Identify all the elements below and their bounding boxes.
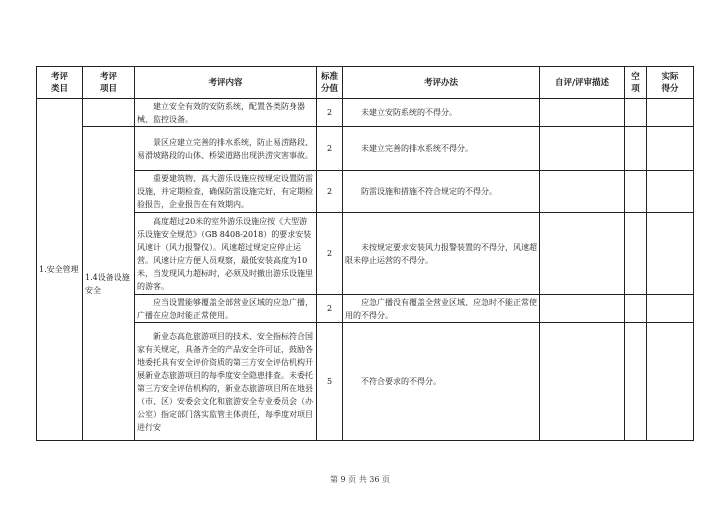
table-row: [37, 127, 694, 171]
header-score: 标准 分值: [317, 67, 343, 99]
empty-cell[interactable]: [625, 213, 647, 295]
score-cell: 2: [317, 99, 343, 127]
empty-cell[interactable]: [625, 127, 647, 171]
actual-score-cell[interactable]: [647, 323, 694, 441]
method-cell: 防雷设施和措施不符合规定的不得分。: [343, 171, 540, 213]
self-eval-cell[interactable]: [540, 99, 625, 127]
content-cell: 应当设置能够覆盖全部营业区域的应急广播，广播在应急时能正常使用。: [135, 295, 317, 323]
header-empty: 空 项: [625, 67, 647, 99]
content-cell: 高度超过20米的室外游乐设施应按《大型游乐设施安全规范》（GB 8408-2018）的要求安装风速计（风力报警仪）。风速超过规定应停止运营。风速计应方便人员观察，最低安装高度为10米，当发现风力超标时，必须及时撤出游乐设施里的游客。: [135, 213, 317, 295]
self-eval-cell[interactable]: [540, 323, 625, 441]
header-item: 考评 项目: [83, 67, 135, 99]
table-row: [37, 171, 694, 213]
self-eval-cell[interactable]: [540, 295, 625, 323]
empty-cell[interactable]: [625, 99, 647, 127]
method-cell: 不符合要求的不得分。: [343, 323, 540, 441]
evaluation-table: [36, 66, 694, 441]
empty-cell[interactable]: [625, 295, 647, 323]
item-cell: 1.4设备设施安全: [83, 127, 135, 441]
empty-cell[interactable]: [625, 323, 647, 441]
table-row: [37, 213, 694, 295]
actual-score-cell[interactable]: [647, 171, 694, 213]
method-cell: 未按规定要求安装风力报警装置的不得分，风速超限未停止运营的不得分。: [343, 213, 540, 295]
content-cell: 景区应建立完善的排水系统，防止易涝路段、易滑坡路段的山体、桥梁道路出现洪涝灾害事故。: [135, 127, 317, 171]
actual-score-cell[interactable]: [647, 213, 694, 295]
empty-cell[interactable]: [625, 171, 647, 213]
table-row: [37, 99, 694, 127]
table-row: [37, 295, 694, 323]
score-cell: 2: [317, 127, 343, 171]
score-cell: 2: [317, 171, 343, 213]
content-cell: 新业态高危旅游项目的技术、安全指标符合国家有关规定，具备齐全的产品安全许可证，鼓励各地委托具有安全评价资质的第三方安全评估机构开展新业态旅游项目的每季度安全隐患排查。未委托第三方安全评估机构的，新业态旅游项目所在地县（市、区）安委会文化和旅游安全专业委员会（办公室）指定部门落实监管主体责任，每季度对项目进行安: [135, 323, 317, 441]
method-cell: 未建立完善的排水系统不得分。: [343, 127, 540, 171]
score-cell: 2: [317, 213, 343, 295]
header-content: 考评内容: [135, 67, 317, 99]
content-cell: 建立安全有效的安防系统，配置各类防身器械、监控设备。: [135, 99, 317, 127]
actual-score-cell[interactable]: [647, 127, 694, 171]
method-cell: 应急广播没有覆盖全营业区域、应急时不能正常使用的不得分。: [343, 295, 540, 323]
header-self-eval: 自评/评审描述: [540, 67, 625, 99]
score-cell: 2: [317, 295, 343, 323]
self-eval-cell[interactable]: [540, 127, 625, 171]
page-footer: 第 9 页 共 36 页: [330, 475, 390, 484]
self-eval-cell[interactable]: [540, 213, 625, 295]
header-method: 考评办法: [343, 67, 540, 99]
content-cell: 重要建筑物、高大游乐设施应按规定设置防雷设施，并定期检查，确保防雷设施完好，有定期检验报告，企业报告在有效期内。: [135, 171, 317, 213]
table-header-row: [37, 67, 694, 99]
self-eval-cell[interactable]: [540, 171, 625, 213]
method-cell: 未建立安防系统的不得分。: [343, 99, 540, 127]
actual-score-cell[interactable]: [647, 99, 694, 127]
table-row: [37, 323, 694, 441]
header-actual-score: 实际 得分: [647, 67, 694, 99]
score-cell: 5: [317, 323, 343, 441]
actual-score-cell[interactable]: [647, 295, 694, 323]
item-cell-blank: [83, 99, 135, 127]
category-cell: 1.安全管理: [37, 99, 83, 441]
header-category: 考评 类目: [37, 67, 83, 99]
